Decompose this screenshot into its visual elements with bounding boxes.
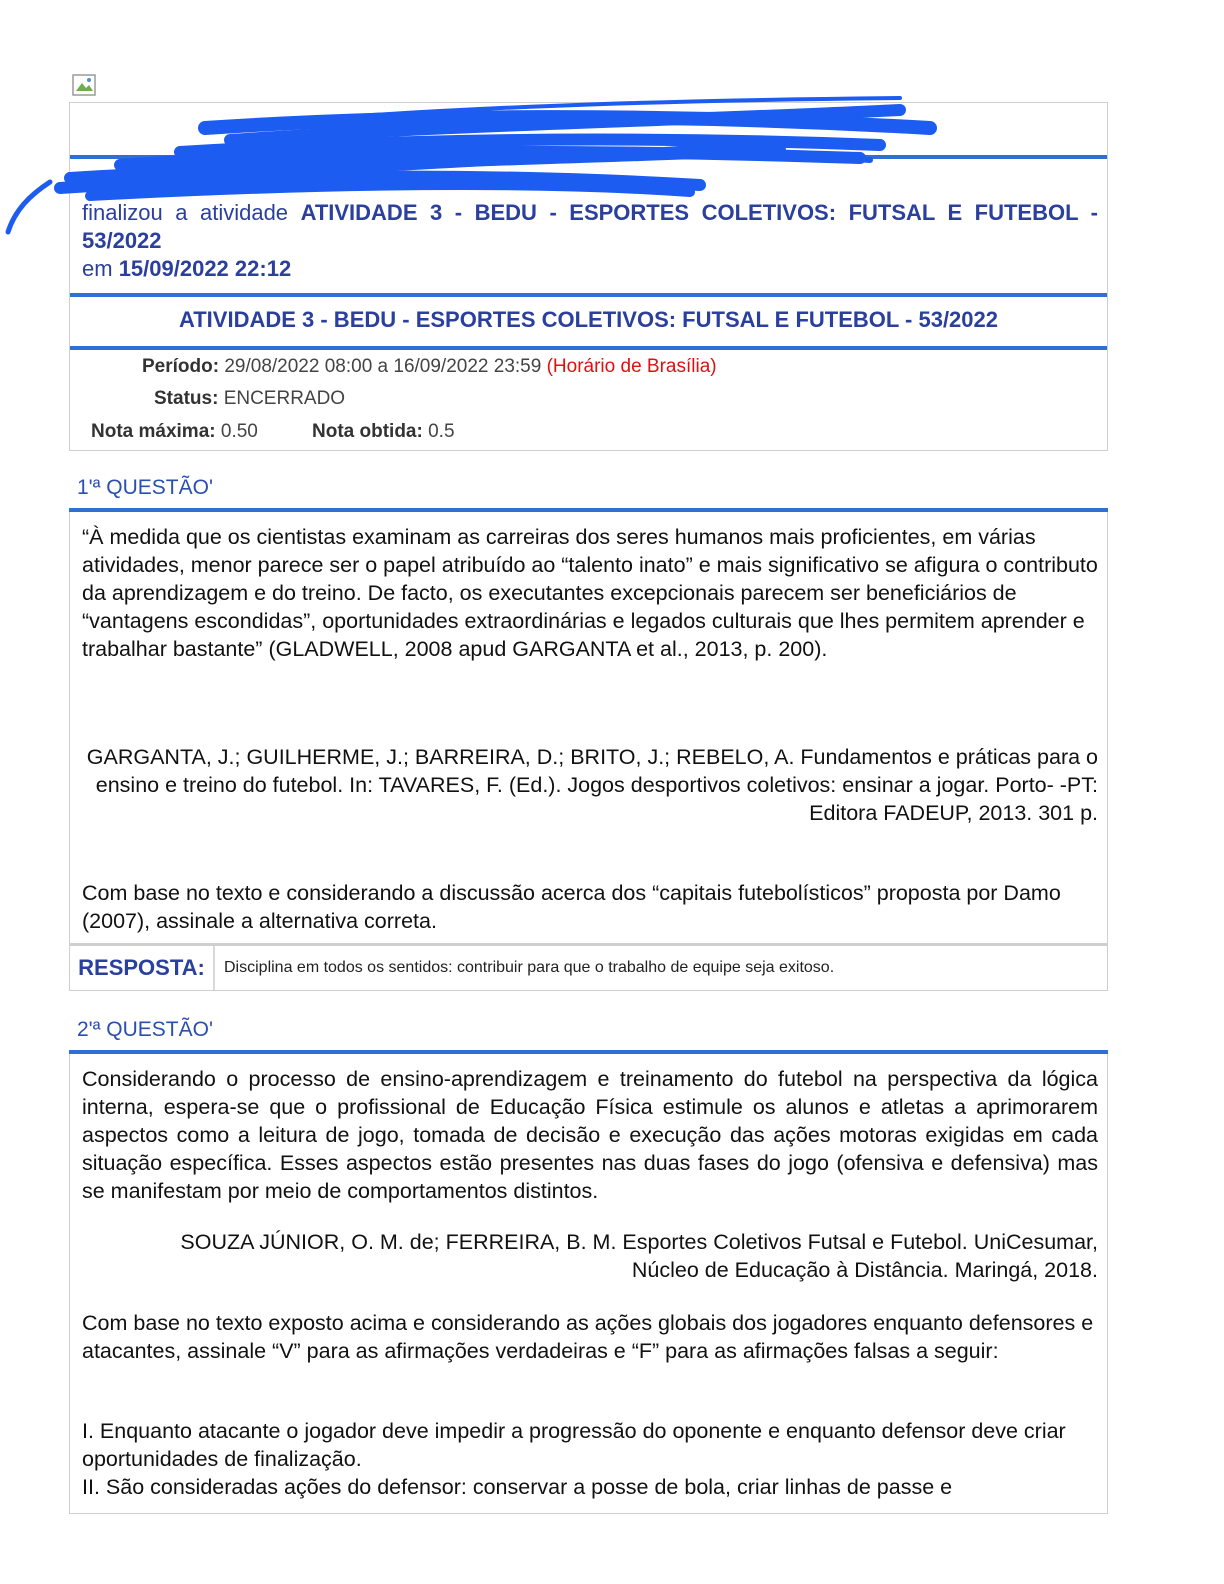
question-2-reference: SOUZA JÚNIOR, O. M. de; FERREIRA, B. M. Esportes Coletivos Futsal e Futebol. UniCesumar, Núcleo de Educação à Distância. Maringá, 2018. [180, 1230, 1098, 1282]
question-1-card [69, 512, 1108, 944]
title-bottom-bar [70, 346, 1107, 350]
question-1-reference: GARGANTA, J.; GUILHERME, J.; BARREIRA, D.; BRITO, J.; REBELO, A. Fundamentos e práticas para o ensino e treino do futebol. In: TAVARES, F. (Ed.). Jogos desportivos coletivos: ensinar a jogar. Porto- -PT: Editora FADEUP, 2013. 301 p. [86, 745, 1098, 825]
answer-value: Disciplina em todos os sentidos: contribuir para que o trabalho de equipe seja exitoso. [224, 959, 835, 976]
periodo-row [142, 356, 717, 378]
question-2-item-2: II. São consideradas ações do defensor: conservar a posse de bola, criar linhas de passe e [82, 1475, 953, 1499]
status-row [154, 388, 345, 410]
question-2-card [69, 1054, 1108, 1514]
question-1-answer-row [69, 943, 1108, 991]
question-2-prompt: Com base no texto exposto acima e considerando as ações globais dos jogadores enquanto defensores e atacantes, assinale “V” para as afirmações verdadeiras e “F” para as afirmações falsas a seguir: [82, 1311, 1094, 1363]
question-2-intro: Considerando o processo de ensino-aprendizagem e treinamento do futebol na perspectiva da lógica interna, espera-se que o profissional de Educação Física estimule os alunos e atletas a aprimorarem aspectos como a leitura de jogo, tomada de decisão e execução das ações motoras exigidas em cada situação específica. Esses aspectos estão presentes nas duas fases do jogo (ofensiva e defensiva) mas se manifestam por meio de comportamentos distintos. [82, 1067, 1098, 1203]
header-divider [70, 155, 1107, 159]
finish-prefix: finalizou a atividade [82, 200, 289, 225]
broken-image-icon [72, 74, 98, 98]
nota-maxima-value: 0.50 [220, 421, 258, 442]
timezone-note: (Horário de Brasília) [546, 356, 717, 377]
question-2-item-1: I. Enquanto atacante o jogador deve impedir a progressão do oponente e enquanto defensor deve criar oportunidades de finalização. [82, 1419, 1066, 1471]
question-1-quote: “À medida que os cientistas examinam as carreiras dos seres humanos mais proficientes, em várias atividades, menor parece ser o papel atribuído ao “talento inato” e mais significativo se afigura o contributo da aprendizagem e do treino. De facto, os executantes excepcionais parecem ser beneficiários de “vantagens escondidas”, oportunidades extraordinárias e legados culturais que lhes permitem aprender e trabalhar bastante” (GLADWELL, 2008 apud GARGANTA et al., 2013, p. 200). [82, 525, 1098, 661]
question-1-title: 1'ª QUESTÃO' [77, 476, 213, 499]
finish-date: 15/09/2022 22:12 [118, 256, 292, 281]
question-2-title: 2'ª QUESTÃO' [77, 1018, 213, 1041]
nota-maxima-row [91, 421, 258, 443]
status-value: ENCERRADO [223, 388, 346, 409]
date-prefix: em [82, 256, 113, 281]
finish-statement [82, 199, 1098, 283]
nota-obtida-label: Nota obtida: [312, 421, 423, 442]
question-1-prompt: Com base no texto e considerando a discussão acerca dos “capitais futebolísticos” proposta por Damo (2007), assinale a alternativa correta. [82, 881, 1061, 933]
nota-maxima-label: Nota máxima: [91, 421, 216, 442]
answer-label: RESPOSTA: [70, 946, 215, 990]
periodo-value: 29/08/2022 08:00 a 16/09/2022 23:59 [224, 356, 542, 377]
nota-obtida-value: 0.5 [428, 421, 455, 442]
status-label: Status: [154, 388, 219, 409]
activity-summary-card [69, 102, 1108, 451]
activity-title: ATIVIDADE 3 - BEDU - ESPORTES COLETIVOS: FUTSAL E FUTEBOL - 53/2022 [178, 307, 999, 332]
title-top-bar [70, 293, 1107, 297]
activity-name: ATIVIDADE 3 - BEDU - ESPORTES COLETIVOS: FUTSAL E FUTEBOL - 53/2022 [82, 200, 1098, 253]
periodo-label: Período: [142, 356, 220, 377]
nota-obtida-row [312, 421, 455, 443]
